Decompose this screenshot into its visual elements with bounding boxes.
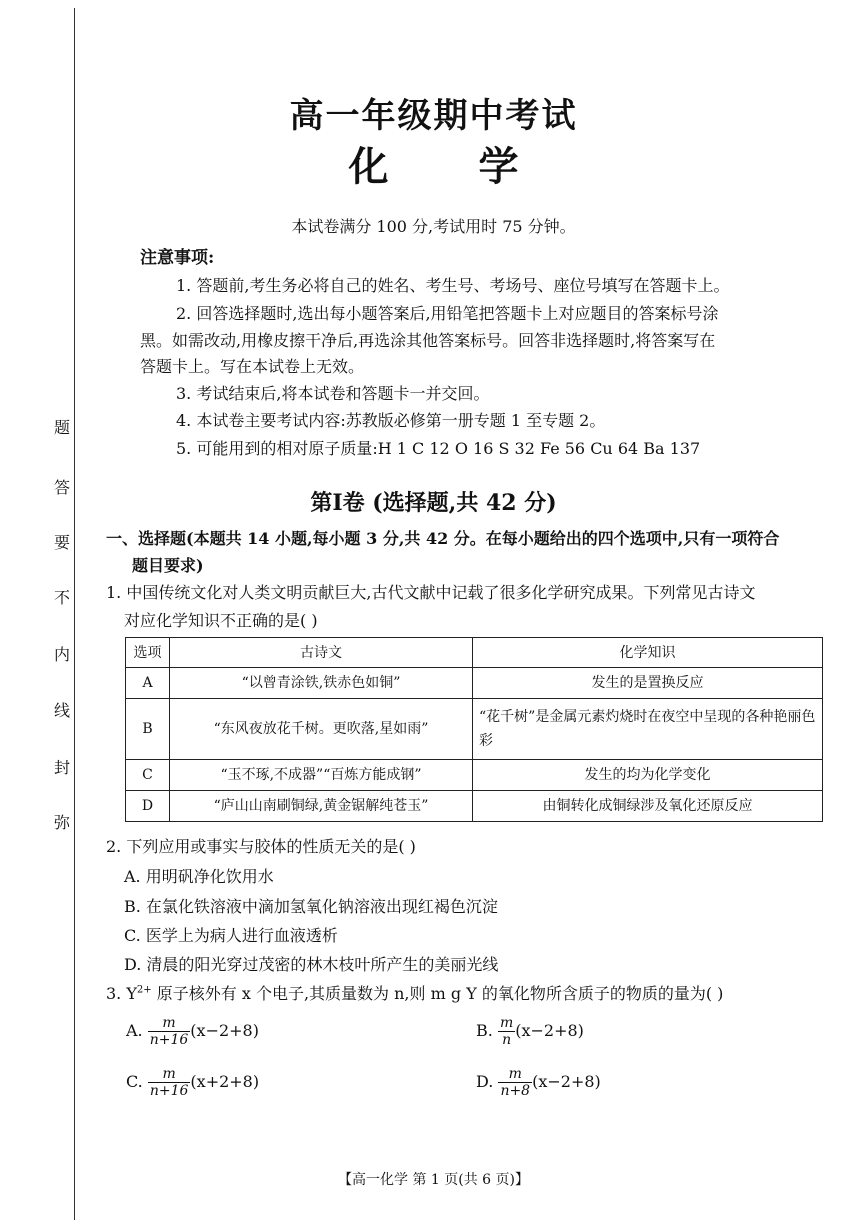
seal-char: 要 (54, 533, 71, 552)
notice-line: 答题卡上。写在本试卷上无效。 (140, 357, 365, 376)
table-cell: 发生的均为化学变化 (473, 760, 823, 791)
option-tail: (x+2+8) (190, 1072, 260, 1091)
question-2-option: B. 在氯化铁溶液中滴加氢氧化钠溶液出现红褐色沉淀 (124, 897, 498, 916)
table-row (126, 668, 823, 699)
question-2-option: C. 医学上为病人进行血液透析 (124, 926, 338, 945)
notice-line: 4. 本试卷主要考试内容:苏教版必修第一册专题 1 至专题 2。 (176, 411, 606, 430)
table-cell: “玉不琢,不成器”“百炼方能成钢” (170, 760, 473, 791)
exam-info: 本试卷满分 100 分,考试用时 75 分钟。 (291, 217, 576, 236)
fraction (148, 1066, 191, 1099)
question-3-stem-post: 原子核外有 x 个电子,其质量数为 n,则 m g Y 的氧化物所含质子的物质的量为( ) (151, 984, 724, 1003)
question-3-option-c (126, 1066, 259, 1099)
table-header: 古诗文 (170, 638, 473, 668)
question-3-option-b (476, 1015, 584, 1048)
fraction-numerator: m (498, 1066, 532, 1083)
fraction-denominator: n+16 (149, 1083, 189, 1099)
option-label: B. (476, 1021, 493, 1040)
table-cell: “庐山山南刷铜绿,黄金锯解纯苍玉” (170, 791, 473, 822)
table-cell: “东风夜放花千树。更吹落,星如雨” (170, 699, 473, 760)
notice-line: 5. 可能用到的相对原子质量:H 1 C 12 O 16 S 32 Fe 56 Cu 64 Ba 137 (176, 439, 701, 458)
subject-title (0, 135, 867, 192)
option-tail: (x−2+8) (515, 1021, 584, 1040)
fraction-denominator: n+16 (149, 1032, 189, 1048)
question-3-stem-pre: 3. Y (106, 984, 137, 1003)
table-row (126, 791, 823, 822)
seal-char: 不 (54, 588, 71, 607)
seal-char: 线 (54, 701, 71, 720)
table-cell: D (126, 791, 170, 822)
page-footer: 【高一化学 第 1 页(共 6 页)】 (338, 1172, 529, 1188)
question-1-stem: 1. 中国传统文化对人类文明贡献巨大,古代文献中记载了很多化学研究成果。下列常见古诗文 (106, 583, 756, 602)
table-cell: A (126, 668, 170, 699)
seal-char: 封 (54, 758, 71, 777)
table-row (126, 760, 823, 791)
seal-char: 题 (54, 418, 71, 437)
question-1-table (125, 637, 823, 822)
option-label: D. (476, 1072, 494, 1091)
table-cell: C (126, 760, 170, 791)
table-cell: “花千树”是金属元素灼烧时在夜空中呈现的各种艳丽色彩 (473, 699, 823, 760)
option-label: A. (126, 1021, 143, 1040)
table-row (126, 699, 823, 760)
table-header: 化学知识 (473, 638, 823, 668)
question-3-stem (106, 981, 723, 1004)
question-2-stem: 2. 下列应用或事实与胶体的性质无关的是( ) (106, 837, 416, 856)
table-cell: 发生的是置换反应 (473, 668, 823, 699)
table-cell: B (126, 699, 170, 760)
question-2-option: A. 用明矾净化饮用水 (124, 867, 274, 886)
fraction-numerator: m (148, 1015, 191, 1032)
notice-line: 3. 考试结束后,将本试卷和答题卡一并交回。 (176, 384, 490, 403)
question-3-option-a (126, 1015, 259, 1048)
section-title: 第Ⅰ卷 (选择题,共 42 分) (310, 490, 557, 516)
subject-char: 学 (478, 143, 519, 190)
notice-line: 黑。如需改动,用橡皮擦干净后,再选涂其他答案标号。回答非选择题时,将答案写在 (140, 331, 716, 350)
fraction-denominator: n+8 (500, 1083, 531, 1099)
table-header-row (126, 638, 823, 668)
fraction-denominator: n (502, 1032, 512, 1048)
table-cell: “以曾青涂铁,铁赤色如铜” (170, 668, 473, 699)
question-3-charge: 2+ (136, 984, 152, 996)
section-instruction: 题目要求) (132, 556, 204, 575)
seal-char: 答 (54, 478, 71, 497)
notice-line: 2. 回答选择题时,选出每小题答案后,用铅笔把答题卡上对应题目的答案标号涂 (176, 304, 719, 323)
fraction (498, 1015, 515, 1048)
notice-line: 1. 答题前,考生务必将自己的姓名、考生号、考场号、座位号填写在答题卡上。 (176, 276, 730, 295)
question-2-option: D. 清晨的阳光穿过茂密的林木枝叶所产生的美丽光线 (124, 955, 499, 974)
seal-char: 内 (54, 645, 71, 664)
option-label: C. (126, 1072, 143, 1091)
table-cell: 由铜转化成铜绿涉及氧化还原反应 (473, 791, 823, 822)
table-header: 选项 (126, 638, 170, 668)
fraction-numerator: m (148, 1066, 191, 1083)
question-1-stem: 对应化学知识不正确的是( ) (124, 611, 318, 630)
subject-char: 化 (348, 143, 389, 190)
fraction (498, 1066, 532, 1099)
fraction-numerator: m (499, 1015, 514, 1031)
notice-heading: 注意事项: (140, 248, 215, 268)
option-tail: (x−2+8) (190, 1021, 259, 1040)
exam-title: 高一年级期中考试 (289, 96, 578, 136)
fraction (148, 1015, 191, 1048)
seal-char: 弥 (54, 813, 71, 832)
section-instruction: 一、选择题(本题共 14 小题,每小题 3 分,共 42 分。在每小题给出的四个选项中,只有一项符合 (106, 529, 780, 548)
option-tail: (x−2+8) (532, 1072, 601, 1091)
question-3-option-d (476, 1066, 601, 1099)
